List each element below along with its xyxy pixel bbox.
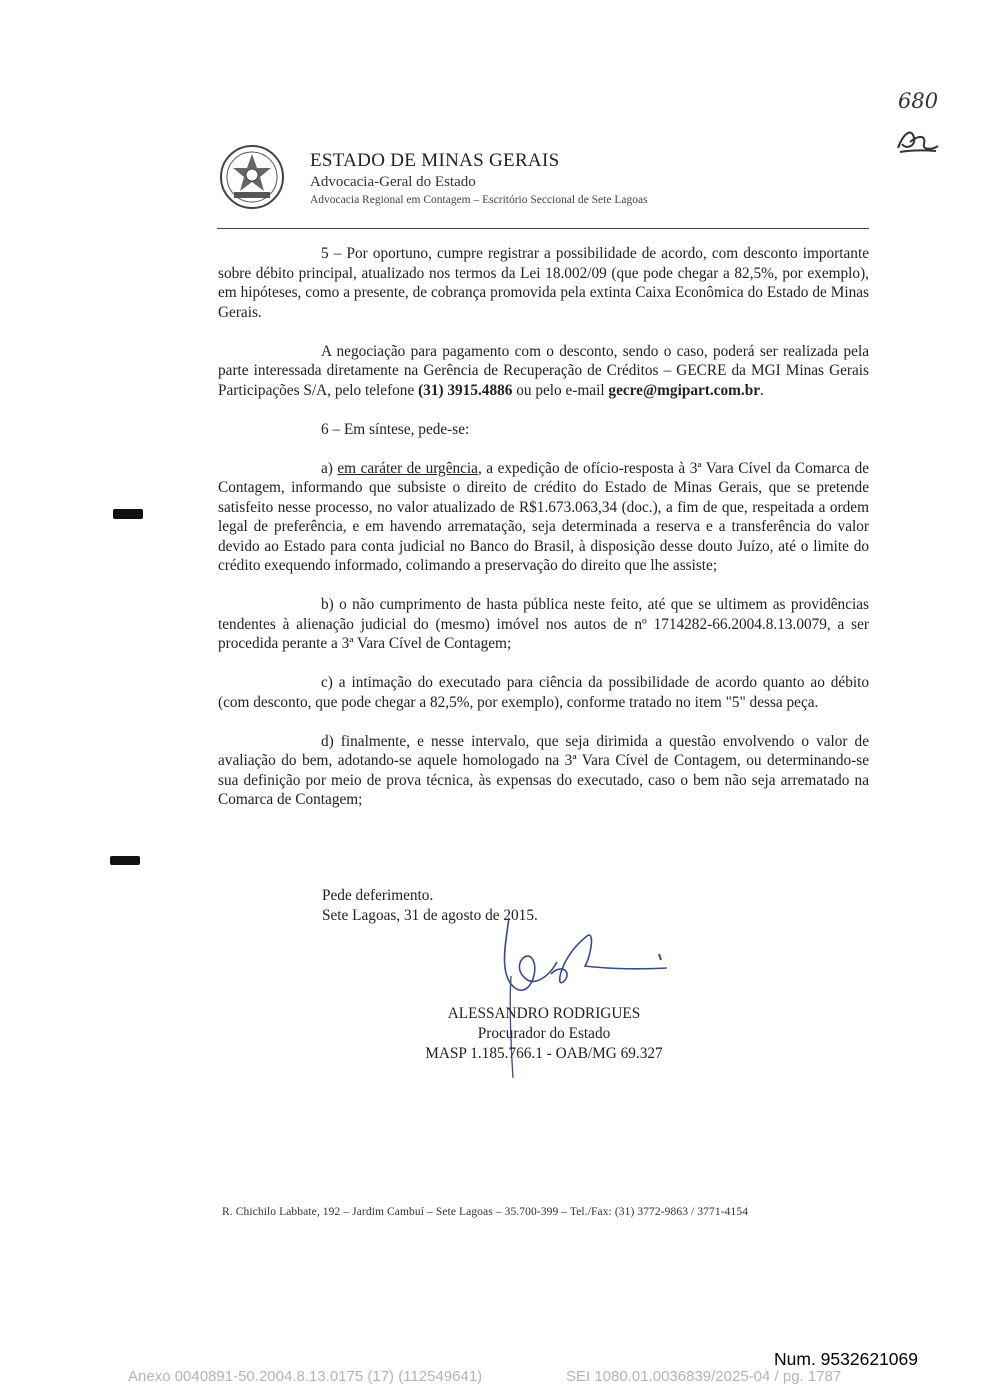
closing-place-date: Sete Lagoas, 31 de agosto de 2015. bbox=[322, 906, 538, 924]
margin-mark bbox=[110, 856, 140, 865]
footer-address: R. Chichilo Labbate, 192 – Jardim Cambuí – Sete Lagoas – 35.700-399 – Tel./Fax: (31) 3772-9863 / 3771-4154 bbox=[222, 1206, 749, 1218]
negociacao-end: . bbox=[760, 381, 764, 399]
signer-block bbox=[374, 1004, 714, 1064]
document-number: Num. 9532621069 bbox=[774, 1349, 918, 1369]
anexo-stamp: Anexo 0040891-50.2004.8.13.0175 (17) (112549641) bbox=[128, 1368, 483, 1385]
margin-mark bbox=[113, 509, 143, 519]
signer-ids: MASP 1.185.766.1 - OAB/MG 69.327 bbox=[425, 1045, 663, 1062]
header-divider bbox=[217, 228, 869, 229]
handwritten-page-number bbox=[880, 80, 955, 160]
signer-role: Procurador do Estado bbox=[477, 1025, 611, 1042]
paragraph-6: 6 – Em síntese, pede-se: bbox=[321, 420, 470, 438]
request-c: c) a intimação do executado para ciência da possibilidade de acordo quanto ao débito (com desconto, que pode chegar a 82,5%, por exemplo), conforme tratado no item "5" dessa peça. bbox=[218, 674, 869, 711]
closing-request: Pede deferimento. bbox=[322, 887, 434, 904]
negociacao-text: A negociação para pagamento com o desconto, sendo o caso, poderá ser realizada pela parte interessada diretamente na Gerência de Recuperação de Créditos – GECRE da MGI Minas Gerais Participações S/A, pelo telefone bbox=[218, 342, 869, 399]
document-body bbox=[218, 244, 869, 810]
sei-stamp: SEI 1080.01.0036839/2025-04 / pg. 1787 bbox=[566, 1368, 842, 1385]
email-address: gecre@mgipart.com.br bbox=[608, 381, 760, 399]
paragraph-negociacao bbox=[218, 342, 869, 401]
state-seal-icon bbox=[219, 144, 285, 210]
request-a-urgency: em caráter de urgência bbox=[337, 459, 478, 477]
paragraph-5: 5 – Por oportuno, cumpre registrar a possibilidade de acordo, com desconto importante sobre débito principal, atualizado nos termos da Lei 18.002/09 (que pode chegar a 82,5%, por exemplo), em hipóteses, como a presente, de cobrança promovida pela extinta Caixa Econômica do Estado de Minas Gerais. bbox=[218, 245, 869, 321]
request-d: d) finalmente, e nesse intervalo, que seja dirimida a questão envolvendo o valor de avaliação do bem, adotando-se aquele homologado na 3ª Vara Cível de Contagem, ou determinando-se sua definição por meio de prova técnica, às expensas do executado, caso o bem não seja arrematado na Comarca de Contagem; bbox=[218, 732, 869, 808]
phone-number: (31) 3915.4886 bbox=[418, 381, 513, 399]
request-a-prefix: a) bbox=[321, 459, 338, 477]
request-a-text: , a expedição de ofício-resposta à 3ª Vara Cível da Comarca de Contagem, informando que subsiste o direito de crédito do Estado de Minas Gerais, que se pretende satisfeito nesse processo, no valor atualizado de R$1.673.063,34 (doc.), a fim de que, respeitada a ordem legal de preferência, e em havendo arrematação, seja determinada a reserva e a transferência do valor devido ao Estado para conta judicial no Banco do Brasil, à disposição desse douto Juízo, até o limite do crédito exequendo informado, colimando a preservação do direito que lhe assiste; bbox=[218, 459, 870, 574]
signer-name: ALESSANDRO RODRIGUES bbox=[447, 1005, 641, 1022]
request-a bbox=[218, 459, 869, 576]
request-b: b) o não cumprimento de hasta pública neste feito, até que se ultimem as providências tendentes à alienação judicial do (mesmo) imóvel nos autos de nº 1714282-66.2004.8.13.0079, a ser procedida perante a 3ª Vara Cível de Contagem; bbox=[218, 596, 869, 652]
header-office: Advocacia Regional em Contagem – Escritório Seccional de Sete Lagoas bbox=[310, 194, 648, 206]
negociacao-mid: ou pelo e-mail bbox=[512, 381, 609, 399]
header-subtitle: Advocacia-Geral do Estado bbox=[310, 174, 476, 190]
svg-text:680: 680 bbox=[898, 89, 939, 113]
header-title: ESTADO DE MINAS GERAIS bbox=[310, 150, 560, 171]
